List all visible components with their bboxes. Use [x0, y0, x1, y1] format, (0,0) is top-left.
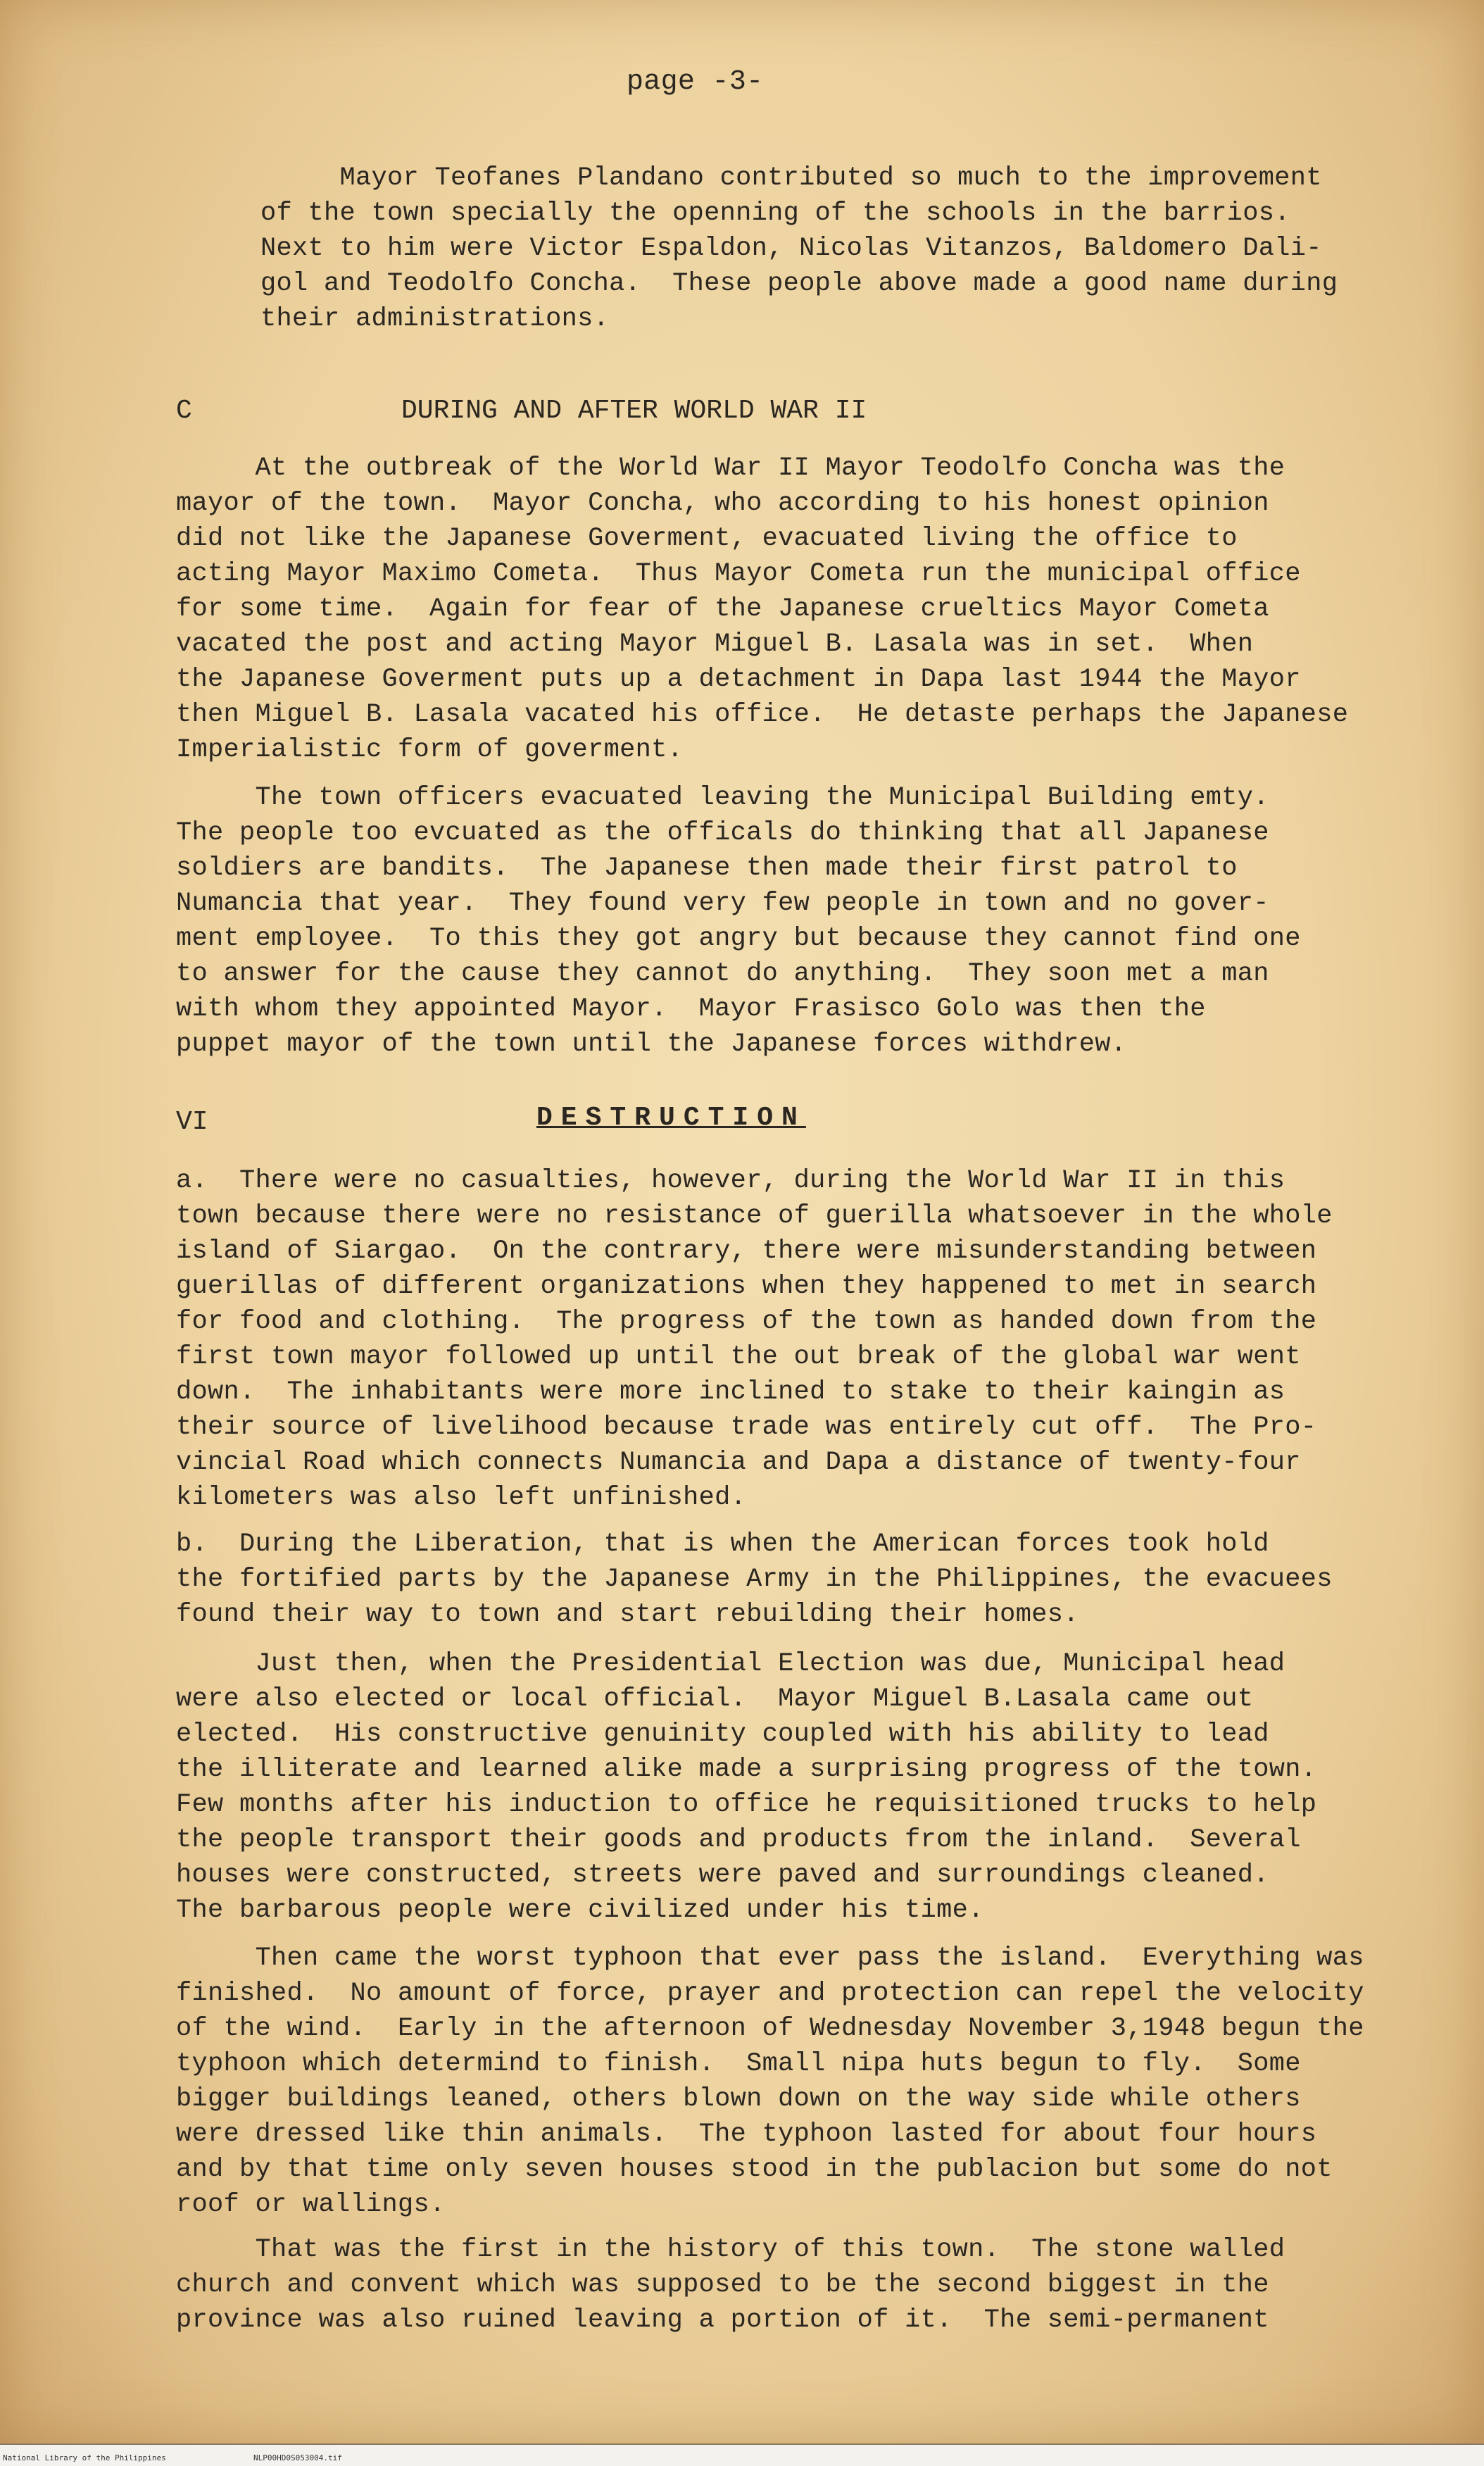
- section-vi-title: DESTRUCTION: [536, 1103, 806, 1133]
- section-c-paragraph-1: At the outbreak of the World War II Mayor Teodolfo Concha was the mayor of the town. Mayor Concha, who according to his honest opinion did not like the Japanese Goverment, evacuated living the office to acting Mayor Maximo Cometa. Thus Mayor Cometa run the municipal office for some time. Again for fear of the Japanese crueltics Mayor Cometa vacated the post and acting Mayor Miguel B. Lasala was in set. When the Japanese Goverment puts up a detachment in Dapa last 1944 the Mayor then Miguel B. Lasala vacated his office. He detaste perhaps the Japanese Imperialistic form of goverment.: [176, 453, 1349, 765]
- scan-footer: [0, 2443, 1484, 2466]
- footer-library: National Library of the Philippines: [3, 2453, 166, 2462]
- section-c-paragraph-2: The town officers evacuated leaving the Municipal Building emty. The people too evcuated as the officals do thinking that all Japanese soldiers are bandits. The Japanese then made their first patrol to Numancia that year. They found very few people in town and no gover- ment employee. To this they got angry but because they cannot find one to answer for the cause they cannot do anything. They soon met a man with whom they appointed Mayor. Mayor Frasisco Golo was then the puppet mayor of the town until the Japanese forces withdrew.: [176, 783, 1301, 1059]
- section-vi-paragraph-d: Then came the worst typhoon that ever pass the island. Everything was finished. No amount of force, prayer and protection can repel the velocity of the wind. Early in the afternoon of Wednesday November 3,1948 begun the typhoon which determind to finish. Small nipa huts begun to fly. Some bigger buildings leaned, others blown down on the way side while others were dressed like thin animals. The typhoon lasted for about four hours and by that time only seven houses stood in the publacion but some do not roof or wallings.: [176, 1944, 1364, 2220]
- section-vi-numeral: VI: [176, 1107, 208, 1137]
- section-vi-paragraph-e: That was the first in the history of this town. The stone walled church and convent which was supposed to be the second biggest in the province was also ruined leaving a portion of it. The semi-permanent: [176, 2235, 1285, 2335]
- section-vi-paragraph-a: a. There were no casualties, however, during the World War II in this town because there were no resistance of guerilla whatsoever in the whole island of Siargao. On the contrary, there were misunderstanding between guerillas of different organizations when they happened to met in search for food and clothing. The progress of the town as handed down from the first town mayor followed up until the out break of the global war went down. The inhabitants were more inclined to stake to their kaingin as their source of livelihood because trade was entirely cut off. The Pro- vincial Road which connects Numancia and Dapa a distance of twenty-four kilometers was also left unfinished.: [176, 1166, 1333, 1513]
- section-vi-paragraph-b: b. During the Liberation, that is when the American forces took hold the fortified parts by the Japanese Army in the Philippines, the evacuees found their way to town and start rebuilding their homes.: [176, 1529, 1333, 1629]
- footer-file-id: NLP00HD0S053004.tif: [253, 2453, 342, 2462]
- intro-paragraph: Mayor Teofanes Plandano contributed so much to the improvement of the town specially the openning of the schools in the barrios. Next to him were Victor Espaldon, Nicolas Vitanzos, Baldomero Dali- gol and Teodolfo Concha. These people above made a good name during their administrations.: [260, 163, 1338, 334]
- section-c-letter: C: [176, 396, 192, 426]
- section-vi-paragraph-c: Just then, when the Presidential Election was due, Municipal head were also elected or local official. Mayor Miguel B.Lasala came out elected. His constructive genuinity coupled with his ability to lead the illiterate and learned alike made a surprising progress of the town. Few months after his induction to office he requisitioned trucks to help the people transport their goods and products from the inland. Several houses were constructed, streets were paved and surroundings cleaned. The barbarous people were civilized under his time.: [176, 1649, 1317, 1925]
- section-c-title: DURING AND AFTER WORLD WAR II: [401, 396, 867, 426]
- page-number: page -3-: [627, 66, 764, 98]
